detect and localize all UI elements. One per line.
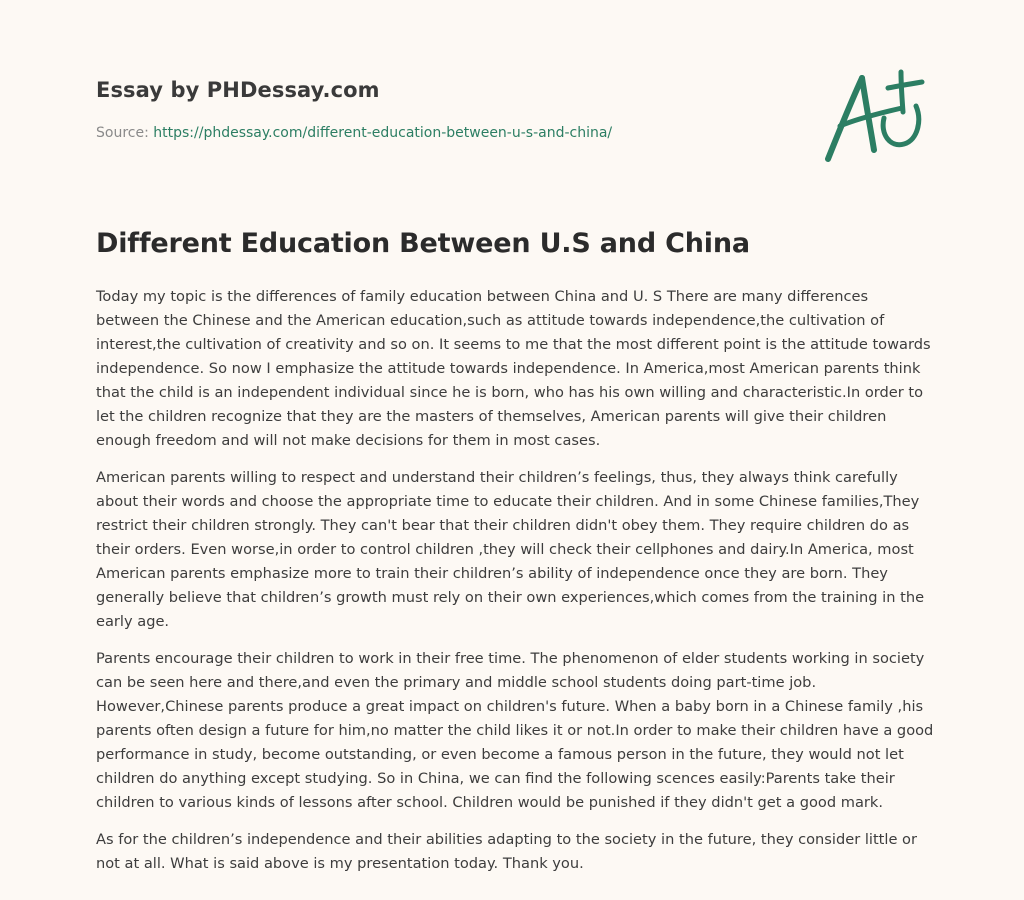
source-line <box>96 123 796 143</box>
essay-title: Different Education Between U.S and China <box>96 228 750 259</box>
site-brand: Essay by PHDessay.com <box>96 78 380 102</box>
essay-paragraph: As for the children’s independence and their abilities adapting to the society in the future, they consider little or not at all. What is said above is my presentation today. Thank you. <box>96 831 917 872</box>
essay-paragraph: American parents willing to respect and understand their children’s feelings, thus, they always think carefully about their words and choose the appropriate time to educate their children. And in some Chinese families,They restrict their children strongly. They can't bear that their children didn't obey them. They require children do as their orders. Even worse,in order to control children ,they will check their cellphones and dairy.In America, most American parents emphasize more to train their children’s ability of independence once they are born. They generally believe that children’s growth must rely on their own experiences,which comes from the training in the early age. <box>96 469 925 630</box>
essay-body <box>96 285 934 889</box>
a-plus-grade-icon <box>818 64 930 168</box>
essay-paragraph: Parents encourage their children to work in their free time. The phenomenon of elder students working in society can be seen here and there,and even the primary and middle school students doing part-time job. However,Chinese parents produce a great impact on children's future. When a baby born in a Chinese family ,his parents often design a future for him,no matter the child likes it or not.In order to make their children have a good performance in study, become outstanding, or even become a famous person in the future, they would not let children do anything except studying. So in China, we can find the following scences easily:Parents take their children to various kinds of lessons after school. Children would be punished if they didn't get a good mark. <box>96 650 934 811</box>
source-link[interactable]: https://phdessay.com/different-education-between-u-s-and-china/ <box>153 125 613 141</box>
source-label: Source: <box>96 125 149 141</box>
site-header <box>96 76 796 143</box>
essay-paragraph: Today my topic is the differences of family education between China and U. S There are many differences between the Chinese and the American education,such as attitude towards independence,the cultivation of interest,the cultivation of creativity and so on. It seems to me that the most different point is the attitude towards independence. So now I emphasize the attitude towards independence. In America,most American parents think that the child is an independent individual since he is born, who has his own willing and characteristic.In order to let the children recognize that they are the masters of themselves, American parents will give their children enough freedom and will not make decisions for them in most cases. <box>96 288 931 449</box>
